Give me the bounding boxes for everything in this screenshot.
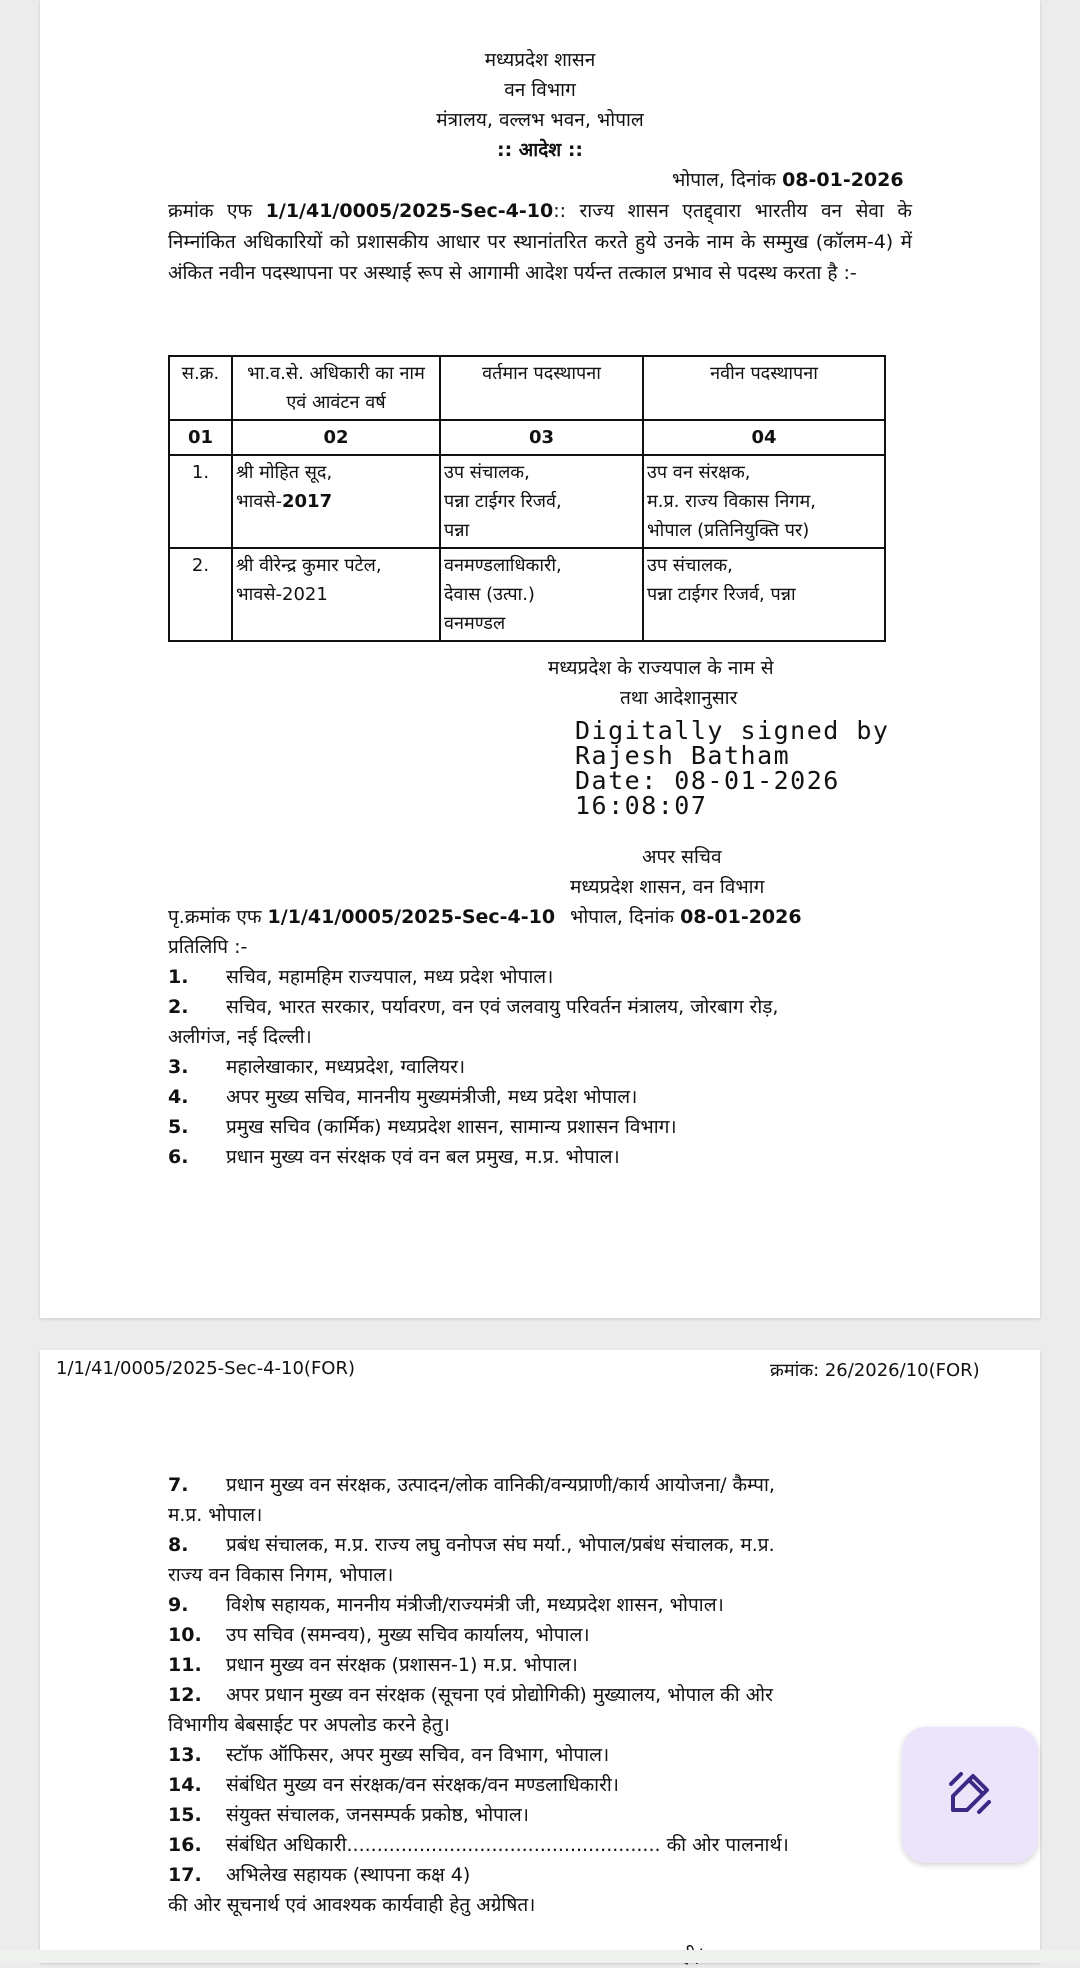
order-date: भोपाल, दिनांक 08-01-2026 (672, 169, 904, 191)
list-item: 11. प्रधान मुख्य वन संरक्षक (प्रशासन-1) म.प्र. भोपाल। (168, 1654, 578, 1676)
endorsement-date: भोपाल, दिनांक 08-01-2026 (570, 906, 802, 928)
document-page-1 (40, 0, 1040, 1318)
list-item: 16. संबंधित अधिकारी.................................................... की ओर पालनार्थ। (168, 1834, 789, 1856)
governor-line-1: मध्यप्रदेश के राज्यपाल के नाम से (548, 657, 774, 679)
document-page-2 (40, 1350, 1040, 1963)
list-item: 2. सचिव, भारत सरकार, पर्यावरण, वन एवं जलवायु परिवर्तन मंत्रालय, जोरबाग रोड़, (168, 996, 779, 1018)
table-header-row (169, 356, 885, 420)
copy-list-page-1: 1. सचिव, महामहिम राज्यपाल, मध्य प्रदेश भोपाल। 2. सचिव, भारत सरकार, पर्यावरण, वन एवं जलवायु परिवर्तन मंत्रालय, जोरबाग रोड़, अलीगंज, नई दिल्ली। 3. महालेखाकार, मध्यप्रदेश, ग्वालियर। 4. अपर मुख्य सचिव, माननीय मुख्यमंत्रीजी, मध्य प्रदेश भोपाल। 5. प्रमुख सचिव (कार्मिक) मध्यप्रदेश शासन, सामान्य प्रशासन विभाग। 6. प्रधान मुख्य वन संरक्षक एवं वन बल प्रमुख, म.प्र. भोपाल। (168, 962, 948, 1172)
list-item: 12. अपर प्रधान मुख्य वन संरक्षक (सूचना एवं प्रोद्योगिकी) मुख्यालय, भोपाल की ओर (168, 1684, 773, 1706)
governor-line-2: तथा आदेशानुसार (620, 687, 738, 709)
page-header-order-number: क्रमांक: 26/2026/10(FOR) (770, 1360, 980, 1381)
list-item: 7. प्रधान मुख्य वन संरक्षक, उत्पादन/लोक वानिकी/वन्यप्राणी/कार्य आयोजना/ कैम्पा, (168, 1474, 775, 1496)
list-item: 17. अभिलेख सहायक (स्थापना कक्ष 4) (168, 1864, 471, 1886)
copy-list-page-2: 7. प्रधान मुख्य वन संरक्षक, उत्पादन/लोक वानिकी/वन्यप्राणी/कार्य आयोजना/ कैम्पा, म.प्र. भोपाल। 8. प्रबंध संचालक, म.प्र. राज्य लघु वनोपज संघ मर्या., भोपाल/प्रबंध संचालक, म.प्र. राज्य वन विकास निगम, भोपाल। 9. विशेष सहायक, माननीय मंत्रीजी/राज्यमंत्री जी, मध्यप्रदेश शासन, भोपाल। 10. उप सचिव (समन्वय), मुख्य सचिव कार्यालय, भोपाल। 11. प्रधान मुख्य वन संरक्षक (प्रशासन-1) म.प्र. भोपाल। 12. अपर प्रधान मुख्य वन संरक्षक (सूचना एवं प्रोद्योगिकी) मुख्यालय, भोपाल की ओर विभागीय बेबसाईट पर अपलोड करने हेतु। 13. स्टॉफ ऑफिसर, अपर मुख्य सचिव, वन विभाग, भोपाल। 14. संबंधित मुख्य वन संरक्षक/वन संरक्षक/वन मण्डलाधिकारी। 15. संयुक्त संचालक, जनसम्पर्क प्रकोष्ठ, भोपाल। 16. संबंधित अधिकारी.................................................... की ओर पालनार्थ। 17. अभिलेख सहायक (स्थापना कक्ष 4) की ओर सूचनार्थ एवं आवश्यक कार्यवाही हेतु अग्रेषित। (168, 1470, 948, 1920)
bottom-strip (0, 1950, 1080, 1963)
table-row: 1. श्री मोहित सूद, भावसे-2017 उप संचालक, पन्ना टाईगर रिजर्व, पन्ना उप वन संरक्षक, म.प्र. राज्य विकास निगम, भोपाल (प्रतिनियुक्ति पर) (169, 455, 885, 548)
list-item: 13. स्टॉफ ऑफिसर, अपर मुख्य सचिव, वन विभाग, भोपाल। (168, 1744, 610, 1766)
header-current-posting: वर्तमान पदस्थापना (440, 356, 643, 420)
list-item: 3. महालेखाकार, मध्यप्रदेश, ग्वालियर। (168, 1056, 466, 1078)
list-item: 9. विशेष सहायक, माननीय मंत्रीजी/राज्यमंत्री जी, मध्यप्रदेश शासन, भोपाल। (168, 1594, 724, 1616)
digital-signature: Digitally signed by Rajesh Batham Date: 08-01-2026 16:08:07 (575, 716, 890, 820)
list-item: 8. प्रबंध संचालक, म.प्र. राज्य लघु वनोपज संघ मर्या., भोपाल/प्रबंध संचालक, म.प्र. (168, 1534, 775, 1556)
header-line-address: मंत्रालय, वल्लभ भवन, भोपाल (436, 109, 644, 131)
list-item: 5. प्रमुख सचिव (कार्मिक) मध्यप्रदेश शासन, सामान्य प्रशासन विभाग। (168, 1116, 677, 1138)
order-title: :: आदेश :: (496, 139, 584, 161)
annotate-fab-button[interactable] (902, 1727, 1038, 1863)
header-line-dept: वन विभाग (504, 79, 576, 101)
copy-label: प्रतिलिपि :- (168, 936, 248, 958)
list-item: 6. प्रधान मुख्य वन संरक्षक एवं वन बल प्रमुख, म.प्र. भोपाल। (168, 1146, 620, 1168)
endorsement-reference: पृ.क्रमांक एफ 1/1/41/0005/2025-Sec-4-10 (168, 906, 556, 928)
order-reference: 1/1/41/0005/2025-Sec-4-10 (265, 200, 554, 222)
header-officer: भा.व.से. अधिकारी का नाम एवं आवंटन वर्ष (232, 356, 440, 420)
header-new-posting: नवीन पदस्थापना (643, 356, 885, 420)
posting-table (168, 355, 886, 642)
list-item: 15. संयुक्त संचालक, जनसम्पर्क प्रकोष्ठ, भोपाल। (168, 1804, 529, 1826)
list-item: 1. सचिव, महामहिम राज्यपाल, मध्य प्रदेश भोपाल। (168, 966, 554, 988)
closing-line: की ओर सूचनार्थ एवं आवश्यक कार्यवाही हेतु अग्रेषित। (168, 1894, 536, 1916)
officer-name: श्री मोहित सूद, (236, 462, 333, 483)
list-item: 10. उप सचिव (समन्वय), मुख्य सचिव कार्यालय, भोपाल। (168, 1624, 590, 1646)
list-item: 4. अपर मुख्य सचिव, माननीय मुख्यमंत्रीजी, मध्य प्रदेश भोपाल। (168, 1086, 638, 1108)
page-header-file-number: 1/1/41/0005/2025-Sec-4-10(FOR) (56, 1358, 355, 1379)
header-sno: स.क्र. (169, 356, 232, 420)
pen-icon (943, 1766, 997, 1824)
list-item: 14. संबंधित मुख्य वन संरक्षक/वन संरक्षक/वन मण्डलाधिकारी। (168, 1774, 619, 1796)
header-line-govt: मध्यप्रदेश शासन (484, 49, 596, 71)
table-row: 2. श्री वीरेन्द्र कुमार पटेल, भावसे-2021 वनमण्डलाधिकारी, देवास (उत्पा.) वनमण्डल उप संचालक, पन्ना टाईगर रिजर्व, पन्ना (169, 548, 885, 641)
signatory-dept: मध्यप्रदेश शासन, वन विभाग (570, 876, 765, 898)
officer-name: श्री वीरेन्द्र कुमार पटेल, (236, 555, 382, 576)
table-number-row: 01 02 03 04 (169, 420, 885, 455)
signatory-title: अपर सचिव (642, 846, 722, 868)
order-paragraph: क्रमांक एफ 1/1/41/0005/2025-Sec-4-10:: राज्य शासन एतद्द्वारा भारतीय वन सेवा के निम्नांकित अधिकारियों को प्रशासकीय आधार पर स्थानांतरित करते हुये उनके नाम के सम्मुख (कॉलम-4) में अंकित नवीन पदस्थापना पर अस्थाई रूप से आगामी आदेश पर्यन्त तत्काल प्रभाव से पदस्थ करता है :- (168, 200, 912, 284)
